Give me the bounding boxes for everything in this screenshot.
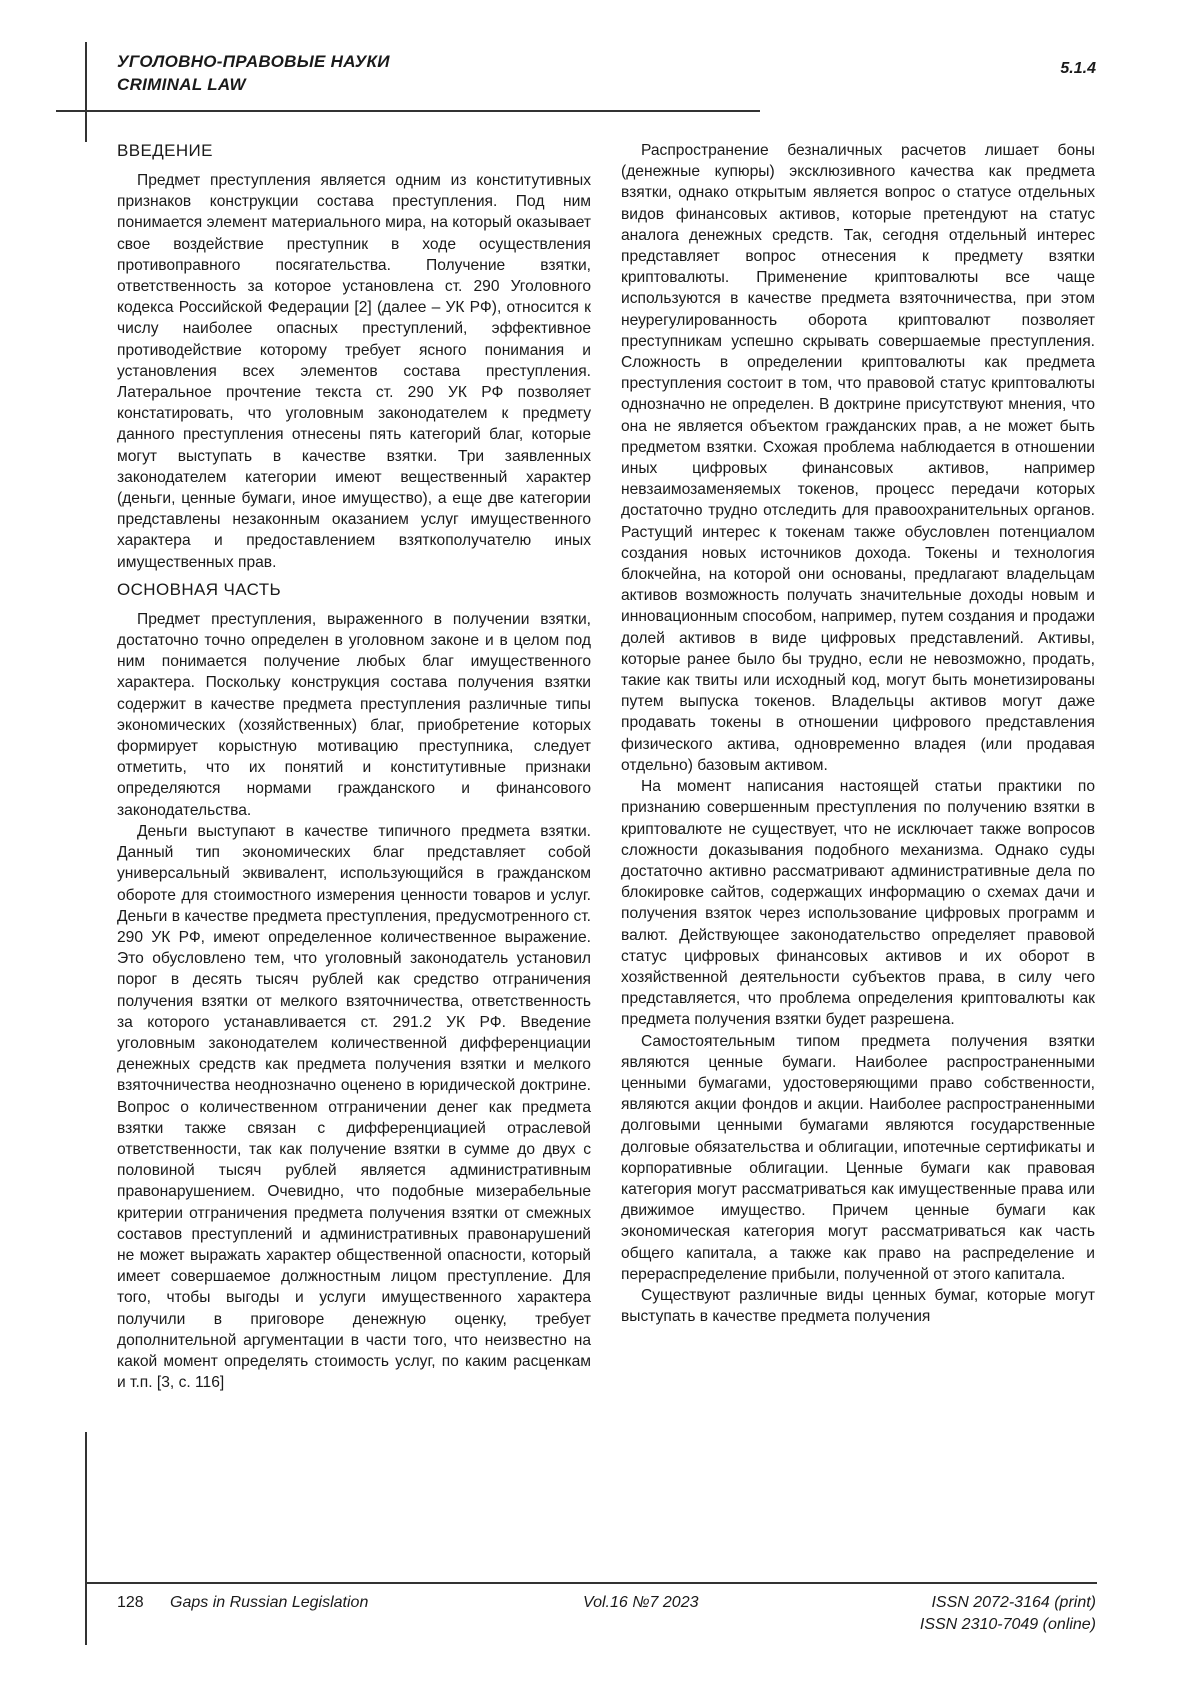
section-title-en: CRIMINAL LAW: [117, 73, 390, 96]
volume-issue: Vol.16 №7 2023: [583, 1592, 698, 1614]
section-code: 5.1.4: [1060, 60, 1096, 78]
issn-print: ISSN 2072-3164 (print): [920, 1592, 1096, 1614]
right-paragraph-4: Существуют различные виды ценных бумаг, которые могут выступать в качестве предмета получения: [621, 1285, 1095, 1327]
left-column: [117, 140, 591, 1393]
issn-block: [920, 1592, 1096, 1636]
running-header: [117, 50, 390, 96]
footer-vertical-rule: [85, 1432, 87, 1645]
issn-online: ISSN 2310-7049 (online): [920, 1614, 1096, 1636]
journal-title: Gaps in Russian Legislation: [170, 1592, 368, 1614]
main-heading: ОСНОВНАЯ ЧАСТЬ: [117, 579, 591, 601]
main-paragraph-1: Предмет преступления, выраженного в получении взятки, достаточно точно определен в уголовном законе и в целом под ним понимается получение любых благ имущественного характера. Поскольку конструкция состава получения взятки содержит в качестве предмета преступления различные типы экономических (хозяйственных) благ, приобретение которых формирует корыстную мотивацию преступника, следует отметить, что их понятий и конститутивные признаки определяются нормами гражданского и финансового законодательства.: [117, 609, 591, 821]
right-paragraph-2: На момент написания настоящей статьи практики по признанию совершенным преступления по получению взятки в криптовалюте не существует, что не исключает также вопросов сложности доказывания подобного механизма. Однако суды достаточно активно рассматривают административные дела по блокировке сайтов, содержащих информацию о схемах дачи и получения взяток через использование цифровых программ и валют. Действующее законодательство определяет правовой статус цифровых финансовых активов и их оборот в хозяйственной деятельности субъектов права, в силу чего представляется, что проблема определения криптовалюты как предмета получения взятки будет разрешена.: [621, 776, 1095, 1030]
page-number: 128: [117, 1592, 144, 1614]
intro-heading: ВВЕДЕНИЕ: [117, 140, 591, 162]
intro-paragraph: Предмет преступления является одним из конститутивных признаков конструкции состава преступления. Под ним понимается элемент материального мира, на который оказывает свое воздействие преступник в ходе осуществления противоправного посягательства. Получение взятки, ответственность за которое установлена ст. 290 Уголовного кодекса Российской Федерации [2] (далее – УК РФ), относится к числу наиболее опасных преступлений, эффективное противодействие которому требует ясного понимания и установления всех элементов состава преступления. Латеральное прочтение текста ст. 290 УК РФ позволяет констатировать, что уголовным законодателем к предмету данного преступления отнесены пять категорий благ, которые могут выступать в качестве взятки. Три заявленных законодателем категории имеют вещественный характер (деньги, ценные бумаги, иное имущество), а еще две категории представлены незаконным оказанием услуг имущественного характера и предоставлением взяткополучателю иных имущественных прав.: [117, 170, 591, 573]
right-column: [621, 140, 1095, 1327]
right-paragraph-3: Самостоятельным типом предмета получения взятки являются ценные бумаги. Наиболее распространенными ценными бумагами, удостоверяющими право собственности, являются акции фондов и акции. Наиболее распространенными долговыми ценными бумагами являются государственные долговые обязательства и облигации, ипотечные сертификаты и корпоративные облигации. Ценные бумаги как правовая категория могут рассматриваться как имущественные права или движимое имущество. Причем ценные бумаги как экономическая категория могут рассматриваться как часть общего капитала, а также как право на распределение и перераспределение прибыли, полученной от этого капитала.: [621, 1031, 1095, 1285]
header-vertical-rule: [85, 42, 87, 142]
main-paragraph-2: Деньги выступают в качестве типичного предмета взятки. Данный тип экономических благ представляет собой универсальный эквивалент, использующийся в гражданском обороте для стоимостного измерения ценности товаров и услуг. Деньги в качестве предмета преступления, предусмотренного ст. 290 УК РФ, имеют определенное количественное выражение. Это обусловлено тем, что уголовный законодатель установил порог в десять тысяч рублей как средство отграничения получения взятки от мелкого взяточничества, ответственность за которого устанавливается ст. 291.2 УК РФ. Введение уголовным законодателем количественной дифференциации денежных средств как предмета получения взятки и мелкого взяточничества неоднозначно оценено в юридической доктрине. Вопрос о количественном отграничении денег как предмета взятки также связан с дифференциацией отраслевой ответственности, так как получение взятки в сумме до двух с половиной тысяч рублей является административным правонарушением. Очевидно, что подобные мизерабельные критерии отграничения предмета получения взятки от смежных составов преступлений и административных правонарушений не может выражать характер общественной опасности, который имеет совершаемое должностным лицом преступление. Для того, чтобы выгоды и услуги имущественного характера получили в приговоре денежную оценку, требует дополнительной аргументации в части того, что неизвестно на какой момент определять стоимость услуг, по каким расценкам и т.п. [3, с. 116]: [117, 821, 591, 1393]
section-title-ru: УГОЛОВНО-ПРАВОВЫЕ НАУКИ: [117, 50, 390, 73]
footer-horizontal-rule: [85, 1582, 1097, 1584]
header-horizontal-rule: [56, 110, 760, 112]
right-paragraph-1: Распространение безналичных расчетов лишает боны (денежные купюры) эксклюзивного качества как предмета взятки, однако открытым является вопрос о статусе отдельных видов финансовых активов, которые претендуют на статус аналога денежных средств. Так, сегодня отдельный интерес представляет вопрос отнесения к предмету взятки криптовалюты. Применение криптовалюты все чаще используются в качестве предмета взяточничества, при этом неурегулированность оборота криптовалют позволяет преступникам успешно скрывать совершаемые преступления. Сложность в определении криптовалюты как предмета преступления состоит в том, что правовой статус криптовалюты однозначно не определен. В доктрине присутствуют мнения, что она не является объектом гражданских прав, а не может быть предметом взятки. Схожая проблема наблюдается в отношении иных цифровых финансовых активов, например невзаимозаменяемых токенов, процесс передачи которых достаточно трудно отследить для правоохранительных органов. Растущий интерес к токенам также обусловлен потенциалом создания новых источников дохода. Токены и технология блокчейна, на которой они основаны, предлагают владельцам активов возможность получать значительные доходы новым и инновационным способом, например, путем создания и продажи долей активов в виде цифровых представлений. Активы, которые ранее было бы трудно, если не невозможно, продать, такие как твиты или исходный код, могут быть монетизированы путем выпуска токенов. Владельцы активов могут даже продавать токены в отношении цифрового представления физического актива, одновременно владея (или продавая отдельно) базовым активом.: [621, 140, 1095, 776]
